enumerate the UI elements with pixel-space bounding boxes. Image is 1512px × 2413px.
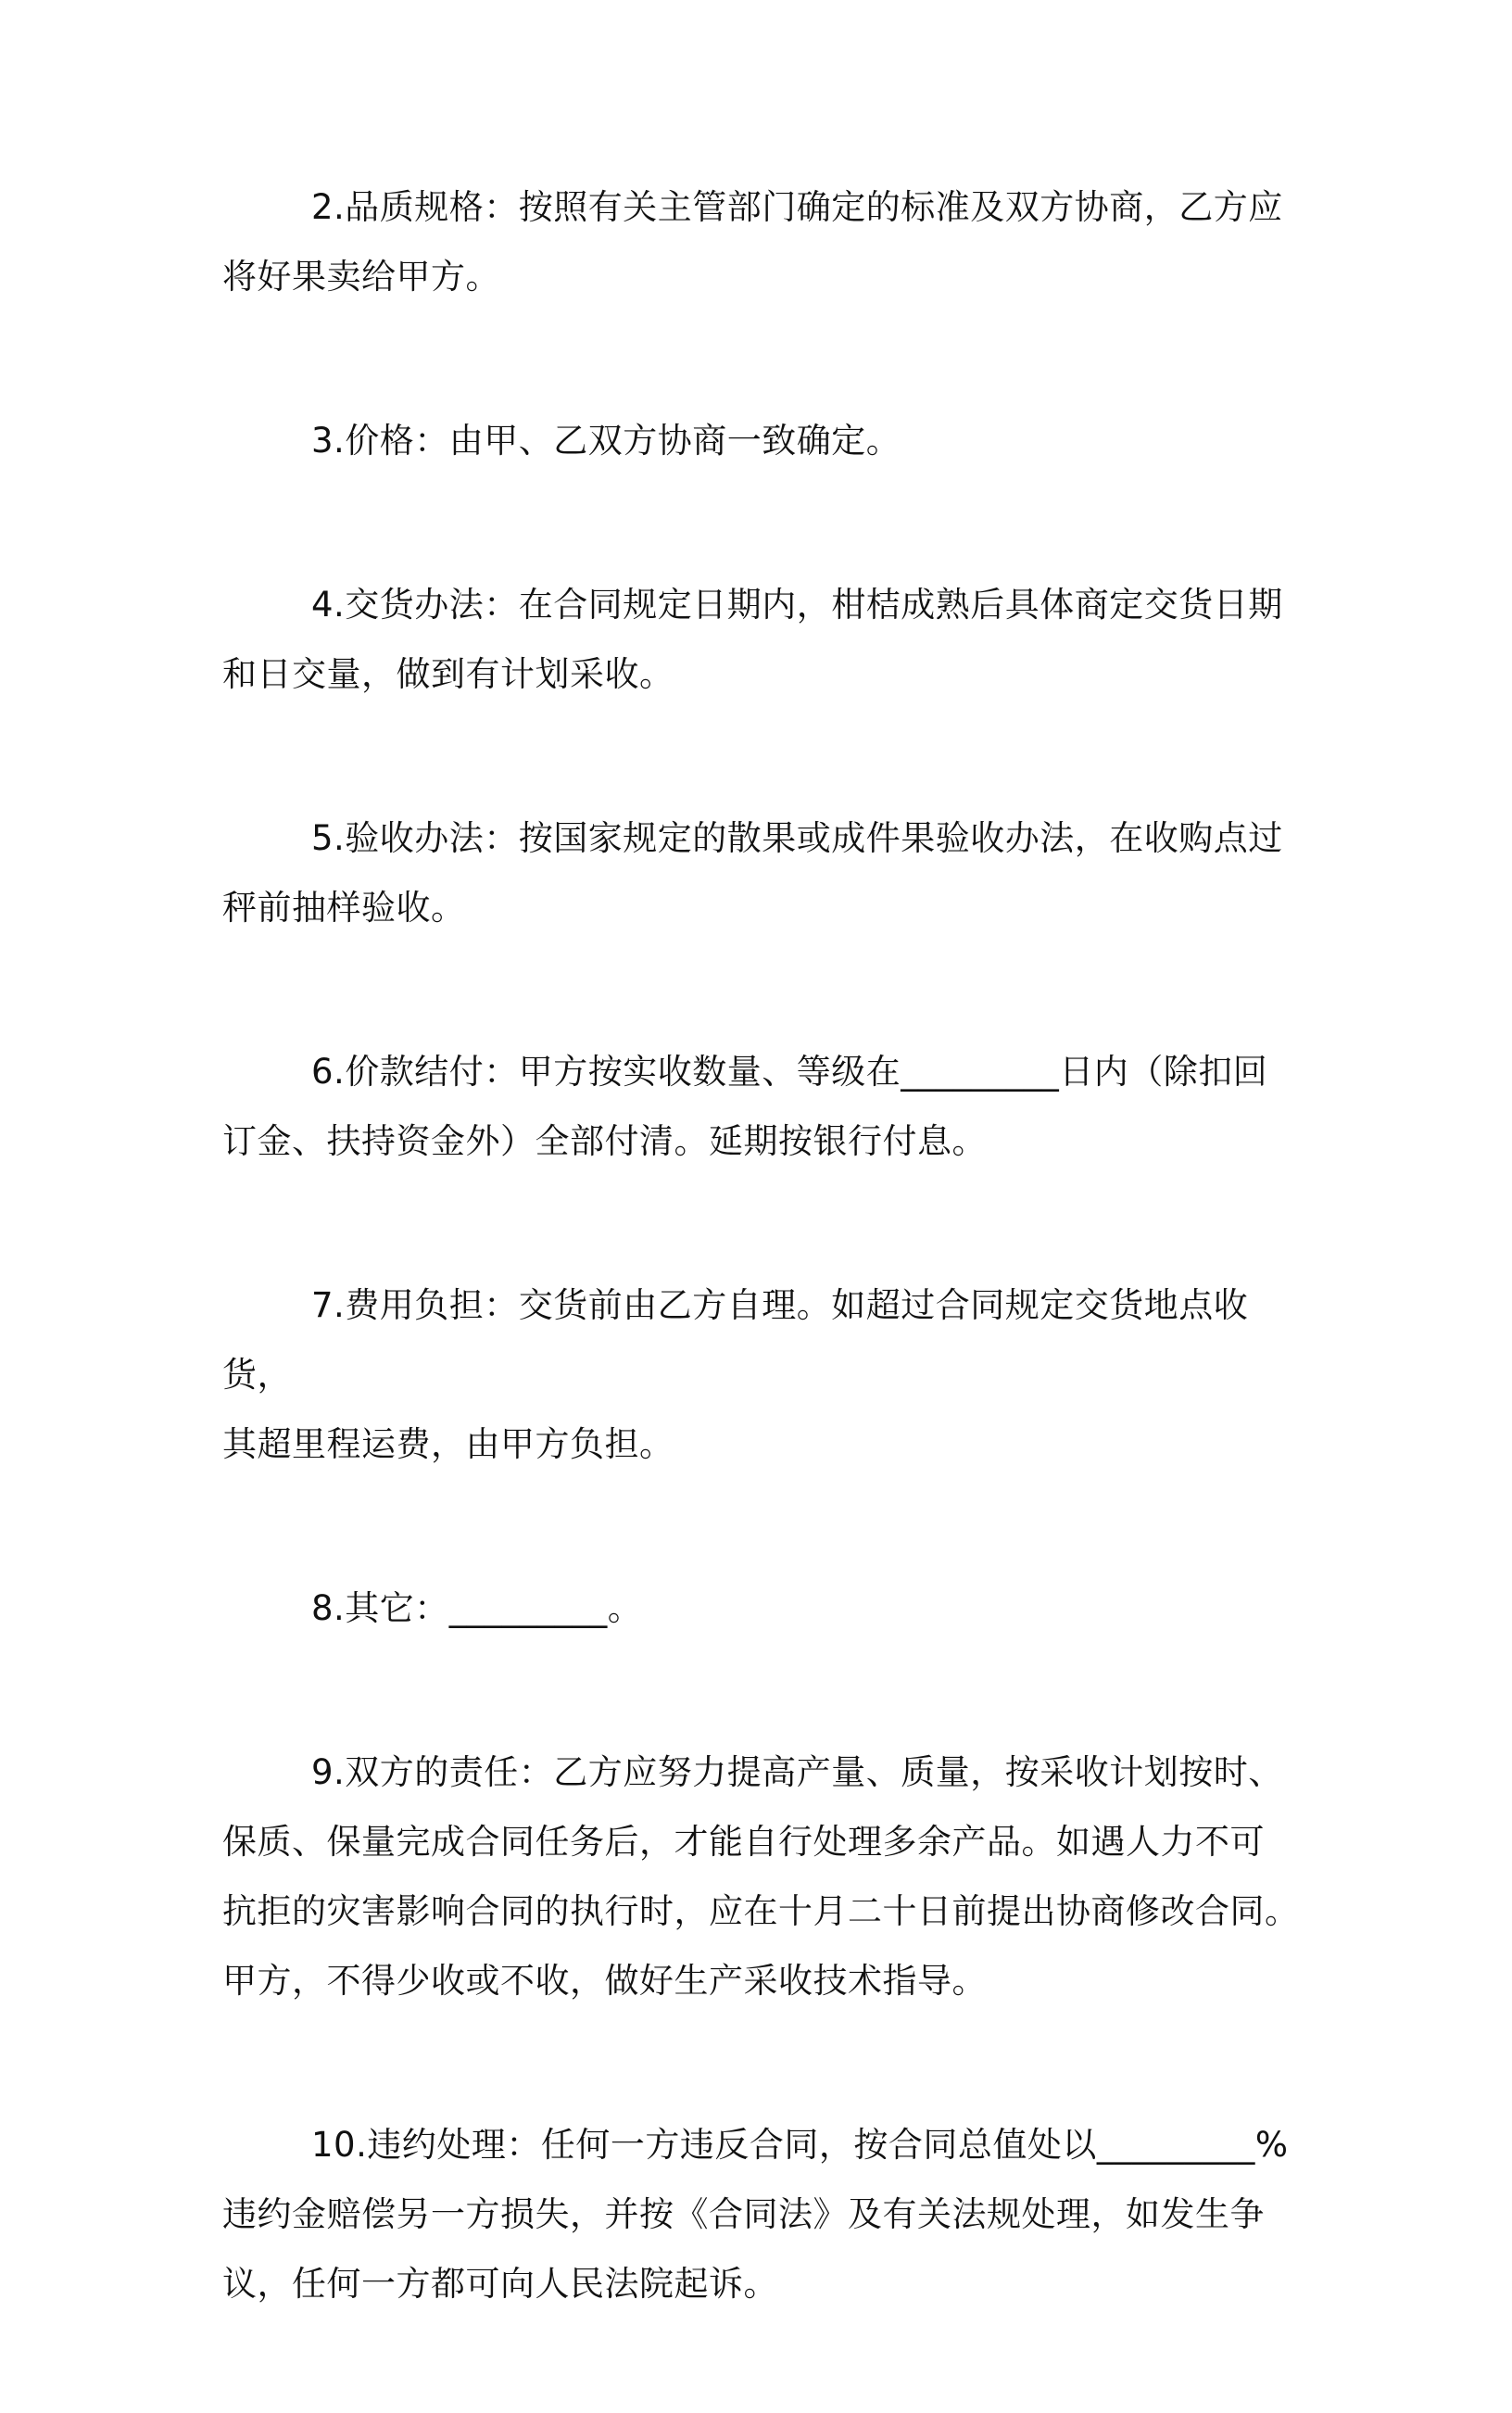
clause-2-quality	[222, 172, 1306, 311]
clause-line: 其超里程运费，由甲方负担。	[222, 1424, 674, 1464]
clause-line: 将好果卖给甲方。	[222, 257, 500, 297]
clause-8-other	[222, 1573, 1306, 1643]
document-body	[222, 172, 1306, 2413]
clause-line: 6.价款结付：甲方按实收数量、等级在_________日内（除扣回	[311, 1052, 1268, 1092]
clause-line: 3.价格：由甲、乙双方协商一致确定。	[311, 421, 901, 461]
clause-9-responsibilities	[222, 1737, 1306, 2015]
clause-line: 10.违约处理：任何一方违反合同，按合同总值处以_________%	[311, 2125, 1289, 2165]
clause-line: 8.其它：_________。	[311, 1588, 643, 1628]
clause-line: 9.双方的责任：乙方应努力提高产量、质量，按采收计划按时、	[311, 1752, 1283, 1792]
clause-line: 议，任何一方都可向人民法院起诉。	[222, 2264, 778, 2304]
clause-10-breach	[222, 2110, 1306, 2318]
clause-line: 订金、扶持资金外）全部付清。延期按银行付息。	[222, 1121, 987, 1161]
clause-3-price	[222, 406, 1306, 475]
clause-line: 保质、保量完成合同任务后，才能自行处理多余产品。如遇人力不可	[222, 1822, 1265, 1862]
clause-7-costs	[222, 1270, 1306, 1479]
clause-line: 4.交货办法：在合同规定日期内，柑桔成熟后具体商定交货日期	[311, 585, 1283, 625]
clause-line: 和日交量，做到有计划采收。	[222, 654, 674, 694]
clause-4-delivery	[222, 570, 1306, 709]
clause-line: 甲方，不得少收或不收，做好生产采收技术指导。	[222, 1961, 987, 2001]
clause-line: 2.品质规格：按照有关主管部门确定的标准及双方协商，乙方应	[311, 187, 1283, 227]
clause-line: 7.费用负担：交货前由乙方自理。如超过合同规定交货地点收货，	[222, 1285, 1249, 1395]
clause-line: 违约金赔偿另一方损失，并按《合同法》及有关法规处理，如发生争	[222, 2194, 1265, 2234]
clause-line: 秤前抽样验收。	[222, 888, 466, 928]
clause-line: 5.验收办法：按国家规定的散果或成件果验收办法，在收购点过	[311, 818, 1283, 858]
clause-6-payment	[222, 1037, 1306, 1176]
clause-5-acceptance	[222, 803, 1306, 942]
clause-line: 抗拒的灾害影响合同的执行时，应在十月二十日前提出协商修改合同。	[222, 1891, 1300, 1931]
